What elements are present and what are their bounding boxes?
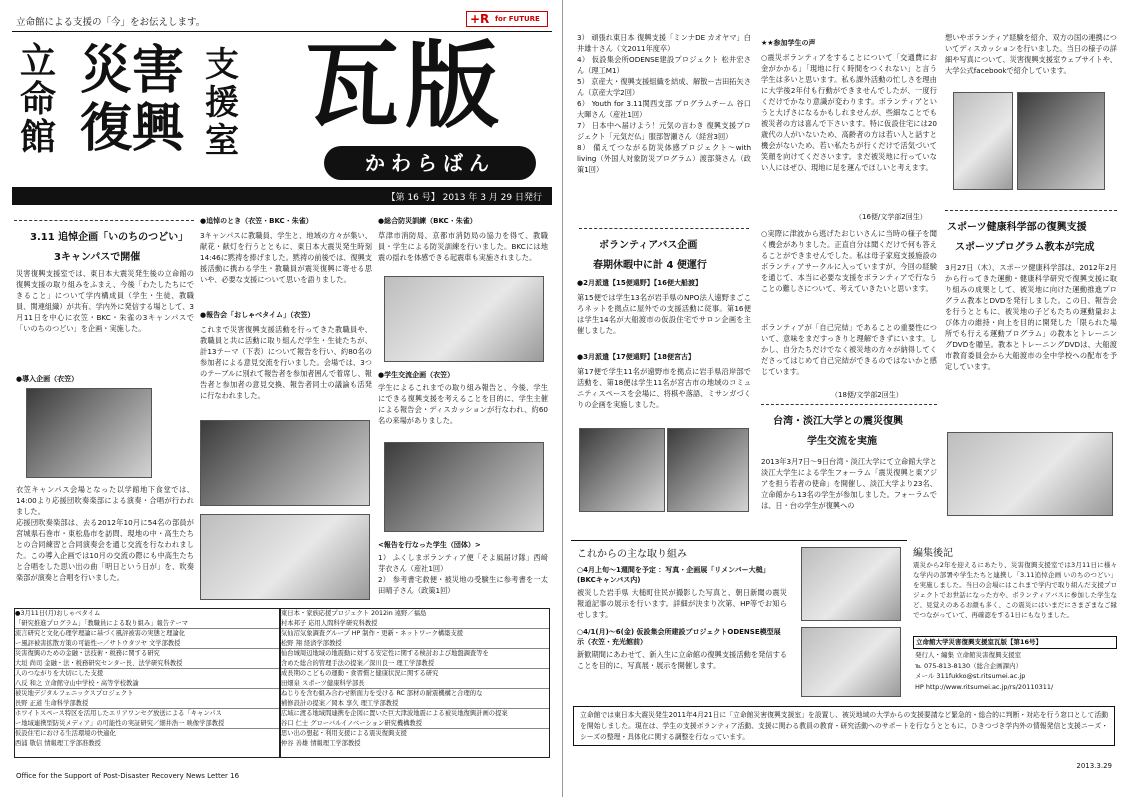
table-row: 仲谷 善雄 情報理工学部教授 xyxy=(281,740,361,747)
logo-text: for FUTURE xyxy=(495,15,540,23)
col3-list-item: 2） 参考書宅救便・被災地の受験生に参考書を一太田晴子さん（政策1回） xyxy=(378,575,548,595)
table-row: ●3月11日(月)おしゃべタイム xyxy=(15,610,101,617)
col3-list xyxy=(378,552,548,604)
table-row: 思い出の想起・利用支援による震災復興支援 xyxy=(281,730,407,737)
student-forum-photo xyxy=(384,442,544,532)
tagline: 立命館による支援の「今」をお伝えします。 xyxy=(16,17,206,28)
masthead xyxy=(12,31,552,186)
sports-photo xyxy=(947,432,1113,516)
table-row: 人のつながりを大切にした支援 xyxy=(15,670,104,677)
feb-body: 第15便では学生13名が岩手県のNPO法人遠野まごころネットを拠点に屋外での支援活動に従事。第16便は学生14名が大船渡市の仮設住宅でサロン企画を主催しました。 xyxy=(577,293,751,335)
table-row: 補修設計の提案／岡本 享久 理工学部教授 xyxy=(281,699,549,709)
talk-table-right xyxy=(280,608,550,758)
col1-body-1: 災害復興支援室では、東日本大震災発生後の立命館の復興支援の取り組みをふまえ、今後「わたしたちにできること」について学内構成員（学生・生徒、教職員、関連組織）が共有、学内外に発信する場として、3月11日を中心に衣笠・BKC・朱雀の3キャンパスで「いのちのつどい」を企画・実施した。 xyxy=(16,269,194,333)
taiwan-rule xyxy=(761,404,937,405)
volunteer-heading-2: 春期休暇中に計 4 便運行 xyxy=(593,260,707,271)
table-row: 谷口 仁士 グローバルイノベーション研究機構教授 xyxy=(281,719,549,729)
col1-rule xyxy=(14,220,194,221)
table-row: 仮設住宅における生活環境の快適化 xyxy=(15,730,116,737)
talk-table-left xyxy=(14,608,280,758)
issue-footer-date: 2013.3.29 xyxy=(1076,762,1112,770)
header-bar xyxy=(12,8,552,32)
col1-heading-1: 3.11 追悼企画「いのちのつどい」 xyxy=(30,232,189,243)
contact-tel: ℡ 075-813-8130（総合企画課内） xyxy=(915,661,1023,670)
report-session-photo xyxy=(200,420,370,506)
col3-list-item: 1） ふくしまボランティア便「そよ風届け隊」西﨑芽衣さん（産社1回） xyxy=(378,553,548,573)
col3-sub-2: ●学生交流企画（衣笠） xyxy=(378,371,455,379)
table-row: 村本邦子 応用人間科学研究科教授 xyxy=(281,619,549,629)
voice-1: ○震災ボランティアをすることについて「交通費にお金がかかる」「現地に行く時間をつくれない」と言う学生は多いと思います。私も課外活動の忙しさを理由に大学後2年付も行動ができませんでしたが、一度行くだけでかなり意識が変わります。ボランティアというと大げさになるかもしれませんが、些細なことでも被災者の方は喜んで下さいます。特に仮設住宅には20歳代の人がいないため、高齢者の方は若い人と話すと機会がないため、若い私たちが行くだけで活気づいて笑顔を向けてくださいます。まだ被災地に行っていない人にはぜひ、現地に足を運んでほしいと考えます。 xyxy=(761,53,937,172)
plan-1-body: 被災した岩手県 大槌町住民が撮影した写真と、朝日新聞の震災報道記事の展示を行います。詳細が決まり次第、HP等でお知らせします。 xyxy=(577,588,787,619)
col3-sub-1: ●総合防災訓練（BKC・朱雀） xyxy=(378,217,477,225)
col2-sub-1: ●追悼のとき（衣笠・BKC・朱雀） xyxy=(200,217,313,225)
table-row: 仙台城周辺地域の地震動に対する安定性に関する検討および地盤調査等を xyxy=(281,650,489,657)
table-row: 流言研究と文化心理学理論に基づく風評被害の実態と理論化 xyxy=(15,630,186,637)
contact-info xyxy=(915,650,1053,692)
volunteer-rule xyxy=(579,228,749,229)
table-row: 「研究推進プログラム」「教職員による取り組み」報告テーマ xyxy=(15,619,279,629)
voice-heading: ★★参加学生の声 xyxy=(761,39,816,47)
contact-title: 立命館大学災害復興支援室瓦版【第16号】 xyxy=(913,636,1117,649)
taiwan-body: 2013年3月7日〜9日台湾・淡江大学にて立命館大学と淡江大学生による学生フォーラム「震災復興と東アジアを担う若者の使命」を開催し、淡江大学より23名、立命館から13名の学生が参加しました。フォーラムでは、日・台の学生が復興への xyxy=(761,457,937,510)
title-vertical-3: 支援室 xyxy=(205,45,239,161)
plan-2-body: 新歓期間にあわせて、新入生に立命館の復興支援活動を発信することを目的に、写真展・展示を開催します。 xyxy=(577,650,787,670)
table-row: ー風評被害拡散方策の可能性ー／サトウタツヤ 文学部教授 xyxy=(15,639,279,649)
student-list xyxy=(577,32,751,222)
taiwan-photo-1 xyxy=(953,92,1013,190)
title-main: 瓦版 xyxy=(304,31,505,141)
sports-heading-2: スポーツプログラム教本が完成 xyxy=(955,242,1095,253)
plans-section xyxy=(571,540,907,700)
table-row: 気仙沼気象調査グループ HP 制作・更新・ネットワーク構築支援 xyxy=(281,630,464,637)
issue-bar xyxy=(12,187,552,205)
brass-band-photo xyxy=(26,388,152,478)
student-list-item: 8） 備えてつながる防災体感プロジェクト〜with living（外国人対象防災プログラム）渡部葵さん（政策1回） xyxy=(577,143,751,174)
table-row: ー地域連携型防災メディア」の可能性の実証研究／細井浩一 映像学部教授 xyxy=(15,719,279,729)
volunteer-photo-2 xyxy=(667,428,749,512)
table-row: 東日本・家族応援プロジェクト 2012in 遠野／福島 xyxy=(281,610,427,617)
col1-sub: ●導入企画（衣笠） xyxy=(16,375,79,383)
student-list-item: 5） 京産大・復興支援組織を結成、解散ー吉田拓矢さん（京産大学2回） xyxy=(577,77,751,97)
table-row: 災害復興のための金融・法技術・税務に関する研究 xyxy=(15,650,160,657)
bottom-note: 立命館では東日本大震災発生2011年4月21日に「立命館災害復興支援室」を設置し、被災地域の大学からの支援要請など緊急的・総合的に判断・対応を行う窓口として活動を開始しました。現在は、学生の支援ボランティア活動、支援に関わる教員の教育・研究活動へのサポートを行なうとともに、ひきつづき学内外の情報発信と支援ニーズ・シーズの整理・具体化に関する調整を行なっています。 xyxy=(573,706,1115,746)
contact-publisher: 発行人・編集 立命館災害復興支援室 xyxy=(915,651,1022,659)
table-row: 八反 和之 立命館守山中学校・高等学校教諭 xyxy=(15,679,279,689)
table-row: 広域に渡る地域間連携を企図に置いた巨大津波地震による被災地復興計画の提案 xyxy=(281,710,508,717)
col2-sub-2: ●報告会「おしゃべタイム」（衣笠） xyxy=(200,311,315,319)
quake-truck-photo xyxy=(384,276,544,362)
table-row: 長野 正道 生命科学部教授 xyxy=(15,699,279,709)
col3-body-2: 学生によるこれまでの取り組み報告と、今後、学生にできる復興支援を考えることを目的に、学生主催による報告会・ディスカッションが行なわれ、約60名の来場がありました。 xyxy=(378,383,548,425)
voice-2b: ボランティアが「自己完結」であることの重要性について、意味をまだすっきりと理解できずにいます。しかし、自分たちだけでなく被災地の方々が納得してくださってはじめて自己完結ができるのではないかと感じています。 xyxy=(761,323,937,376)
col1-body-3: 応援団吹奏楽部は、去る2012年10月に54名の部員が宮城県石巻市・東松島市を訪問、現地の中・高生たちとの合同練習と合同演奏会を通じ交流を行なわれました。この導入企画では10月の交流の際にも中高生たちと合唱をした思い出の曲「明日という日が」を、吹奏楽部が演奏と合唱を行いました。 xyxy=(16,518,194,582)
taiwan-heading-1: 台湾・淡江大学との震災復興 xyxy=(773,416,903,427)
volunteer-photo-1 xyxy=(579,428,665,512)
sports-heading-1: スポーツ健康科学部の復興支援 xyxy=(947,222,1087,233)
sports-body: 3月27日（木）、スポーツ健康科学部は、2012年2月から行ってきた運動・健康科学研究で復興支援に取り組みの成果として、被災地に向けた運動推進プログラム教本とDVDを発行しました。この日、報告会を行うとともに、被災地の子どもたちの運動量および体力の維持・向上を目的に開発した「限られた場所でも行える運動プログラム」の教本とトレーニングDVDを贈呈。教本とトレーニングDVDは、大船渡市教育委員会から大船渡市の全中学校への配布を予定しています。 xyxy=(945,263,1117,371)
voice-2: ○実際に津波から逃げたおじいさんに当時の様子を聞く機会がありました。正直自分は聞くだけで何も答えることができませんでした。私は母子家庭支援施設のボランティアサークルに入っていますが、今回の経験を通じて、本当に必要な支援をボランティアで行なうことの難しさについて、考えていきたいと思います。 xyxy=(761,229,937,293)
mar-body: 第17便で学生11名が遠野市を拠点に岩手県沿岸部で活動を、第18便は学生11名が宮古市の地域のコミュニティスペースを会場に、将棋や落語、ミサンガづくりの企画を実施しました。 xyxy=(577,367,751,409)
presentation-photo xyxy=(200,514,370,600)
volunteer-heading-1: ボランティアバス企画 xyxy=(599,240,698,251)
editor-section xyxy=(911,544,1117,704)
col1-body-2a: 衣笠キャンパス会場となった以学館地下食堂では、14:00より応援団吹奏楽部による演奏・合唱が行われました。 xyxy=(16,485,194,516)
table-row: 大垣 尚司 金融・法・税務研究センター長、法学研究科教授 xyxy=(15,659,279,669)
editor-body: 震災から2年を迎えるにあたり、災害復興支援室では3月11日に様々な学内の部署や学生たちと連携し「3.11追悼企画 いのちのつどい」を実施しました。当日の会場にはこれまで学内で取り組んだ支援プロジェクトでお世話になった方や、ボランティアバスに参加した学生など、見覚えのあるお顔も多く、この震災にはいまだにさまざまなご縁でつながっていて、再確認をする1日にもなりました。 xyxy=(913,561,1117,619)
contact-mail[interactable]: メール 311fukko@st.ritsumei.ac.jp xyxy=(915,672,1026,680)
student-list-item: 4） 仮設集会所ODENSE建設プロジェクト 松井宏さん（理工M1） xyxy=(577,55,751,75)
plans-heading: これからの主な取り組み xyxy=(577,549,687,560)
title-kana: かわらばん xyxy=(324,146,536,180)
sports-rule xyxy=(945,210,1117,211)
student-list-item: 3） 頑張れ東日本 復興支援「ミンナDE カオヤマ」白井雄十さん（文2011年度卒） xyxy=(577,33,751,53)
table-row: ホワイトスペース特区を活用したエリアワンセグ放送による「キャンパス xyxy=(15,710,222,717)
table-row: 含めた総合的管理手法の提案／深川良一 理工学部教授 xyxy=(281,659,549,669)
table-row: 成長期のこどもの運動・食習慣と健康状況に関する研究 xyxy=(281,670,439,677)
exhibit-photo xyxy=(801,547,901,621)
issue-date: 【第 16 号】 2013 年 3 月 29 日発行 xyxy=(386,193,542,203)
footer-left: Office for the Support of Post-Disaster Recovery News Letter 16 xyxy=(16,772,240,780)
feb-heading: ●2月派遣【15便遠野】【16便大船渡】 xyxy=(577,279,702,287)
col2-body-2: これまで災害復興支援活動を行ってきた教職員や、教職員と共に活動に取り組んだ学生・生徒たちが、計13テーマ（下表）について報告を行い、約80名の参加者による意見交流を行いました。会場では、3つのテーブルに別れて報告者を参加者囲んで着席し、報告者と参加者の意見交換、報告者同士の議論も活発に行なわれました。 xyxy=(200,325,372,400)
title-vertical-1: 立命館 xyxy=(19,40,56,158)
title-vertical-2: 災害復興 xyxy=(79,40,184,159)
mar-heading: ●3月派遣【17便遠野】【18便宮古】 xyxy=(577,353,695,361)
logo-mark: +R xyxy=(470,12,490,26)
plan-1-title: ○4月上旬〜1週間を予定 ：写真・企画展「リメンバー大槌」(BKCキャンパス内) xyxy=(577,566,770,584)
table-row: 被災地デジタルフェニックスプロジェクト xyxy=(15,690,134,697)
right-page xyxy=(563,0,1126,797)
contact-hp[interactable]: HP http://www.ritsumei.ac.jp/rs/20110311/ xyxy=(915,682,1054,691)
col3-sub-3: <報告を行なった学生（団体）> xyxy=(378,541,481,549)
taiwan-photo-2 xyxy=(1017,92,1105,190)
voice-2-sign: （18便/文学部2回生） xyxy=(831,391,903,399)
col3-body-1: 草津市消防局、京都市消防局の協力を得て、教職員・学生による防災訓練を行いました。BKCには地震の揺れを体感できる起震車も実施されました。 xyxy=(378,231,548,262)
rfuture-logo xyxy=(466,11,548,27)
student-list-item: 7） 日本中へ届けよう！元気の言わき 復興支援プロジェクト「元気だ仏」服部智瀬さん（経営3回） xyxy=(577,121,751,141)
table-row: ねじりを含む組み合わせ断面力を受ける RC 部材の耐震機構と合理的な xyxy=(281,690,483,697)
voice-1-sign: （16便/文学部2回生） xyxy=(855,213,927,221)
editor-heading: 編集後記 xyxy=(913,548,953,559)
taiwan-heading-2: 学生交流を実施 xyxy=(807,436,877,447)
table-row: 松野 翔 経済学部教授 xyxy=(281,639,549,649)
taiwan-continued: 想いやボランティア経験を紹介、双方の国の連携についてディスカッションを行いました。当日の様子の詳細や写真について、災害復興支援室ウェブサイトや、大学公式facebookで紹介しています。 xyxy=(945,33,1117,75)
col1-heading-2: 3キャンパスで開催 xyxy=(54,252,141,263)
col2-body-1: 3キャンパスに教職員、学生と、地域の方々が集い、献花・献灯を行うとともに、東日本大震災発生時刻14:46に黙祷を捧げました。黙祷の前後では、復興支援活動に携わる学生・教職員が震災復興に寄せる思いや、必要な支援について思いを語りました。 xyxy=(200,231,372,284)
odense-model-photo xyxy=(801,627,901,697)
plan-2-title: ○4/1(月)〜6(金) 仮設集会所建設プロジェクトODENSE模型展示（衣笠・充光館前） xyxy=(577,628,781,646)
col1-body-2 xyxy=(16,484,194,604)
table-row: 田畑泉 スポーツ健康科学部長 xyxy=(281,679,549,689)
table-row: 西浦 敬信 情報理工学部准教授 xyxy=(15,740,101,747)
student-list-item: 6） Youth for 3.11関西支部 プログラムチーム 谷口大暉さん（産社1回） xyxy=(577,99,751,119)
